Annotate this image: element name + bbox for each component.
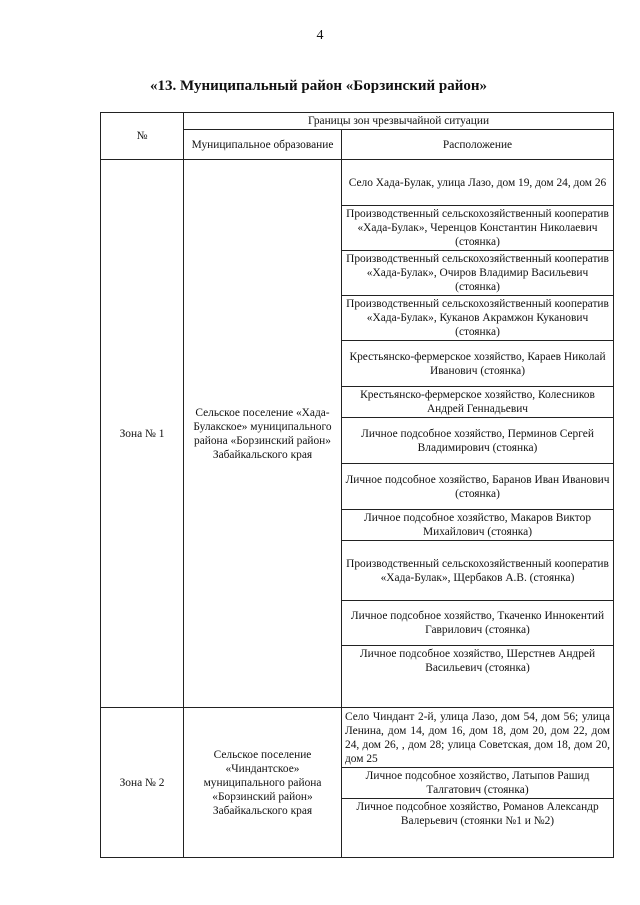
zones-table: [100, 112, 614, 858]
column-header-municipality: Муниципальное образование: [184, 130, 342, 160]
page-title: «13. Муниципальный район «Борзинский район»: [150, 78, 487, 94]
location-cell: Личное подсобное хозяйство, Баранов Иван Иванович (стоянка): [342, 464, 614, 510]
location-cell: Крестьянско-фермерское хозяйство, Колесников Андрей Геннадьевич: [342, 387, 614, 418]
location-cell: Село Чиндант 2-й, улица Лазо, дом 54, дом 56; улица Ленина, дом 14, дом 16, дом 18, дом 20, дом 22, дом 24, дом 26, , дом 28; улица Советская, дом 18, дом 20, дом 25: [342, 708, 614, 768]
page-number: 4: [316, 28, 324, 43]
location-cell: Личное подсобное хозяйство, Макаров Виктор Михайлович (стоянка): [342, 510, 614, 541]
location-cell: Село Хада-Булак, улица Лазо, дом 19, дом 24, дом 26: [342, 160, 614, 206]
column-header-number: №: [101, 113, 184, 160]
column-header-group: Границы зон чрезвычайной ситуации: [184, 113, 614, 130]
location-cell: Производственный сельскохозяйственный кооператив «Хада-Булак», Щербаков А.В. (стоянка): [342, 541, 614, 601]
location-cell: Личное подсобное хозяйство, Романов Александр Валерьевич (стоянки №1 и №2): [342, 799, 614, 858]
location-cell: Личное подсобное хозяйство, Перминов Сергей Владимирович (стоянка): [342, 418, 614, 464]
location-cell: Производственный сельскохозяйственный кооператив «Хада-Булак», Черенцов Константин Николаевич (стоянка): [342, 206, 614, 251]
location-cell: Производственный сельскохозяйственный кооператив «Хада-Булак», Очиров Владимир Васильевич (стоянка): [342, 251, 614, 296]
municipality-cell: Сельское поселение «Хада-Булакское» муниципального района «Борзинский район» Забайкальского края: [184, 160, 342, 708]
column-header-location: Расположение: [342, 130, 614, 160]
location-cell: Производственный сельскохозяйственный кооператив «Хада-Булак», Куканов Акрамжон Куканович (стоянка): [342, 296, 614, 341]
zone-cell: Зона № 2: [101, 708, 184, 858]
location-cell: Личное подсобное хозяйство, Латыпов Рашид Талгатович (стоянка): [342, 768, 614, 799]
municipality-cell: Сельское поселение «Чиндантское» муниципального района «Борзинский район» Забайкальского края: [184, 708, 342, 858]
location-cell: Личное подсобное хозяйство, Шерстнев Андрей Васильевич (стоянка): [342, 646, 614, 708]
zone-cell: Зона № 1: [101, 160, 184, 708]
location-cell: Крестьянско-фермерское хозяйство, Караев Николай Иванович (стоянка): [342, 341, 614, 387]
location-cell: Личное подсобное хозяйство, Ткаченко Иннокентий Гаврилович (стоянка): [342, 601, 614, 646]
